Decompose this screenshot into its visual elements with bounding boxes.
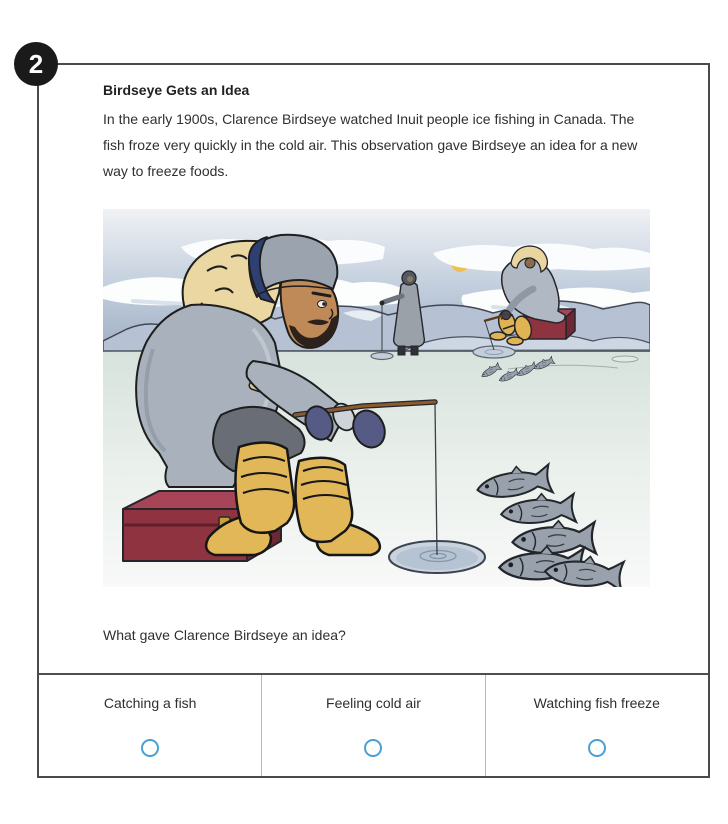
question-number: 2: [28, 48, 44, 79]
option-watching-fish-freeze[interactable]: [485, 675, 708, 776]
radio-button-catching-a-fish[interactable]: [141, 739, 159, 757]
option-label: Watching fish freeze: [533, 695, 660, 711]
option-feeling-cold-air[interactable]: [261, 675, 484, 776]
answer-options: [39, 673, 708, 776]
option-catching-a-fish[interactable]: [39, 675, 261, 776]
question-number-badge: [14, 42, 58, 86]
radio-button-feeling-cold-air[interactable]: [364, 739, 382, 757]
question-prompt: What gave Clarence Birdseye an idea?: [103, 627, 346, 643]
radio-button-watching-fish-freeze[interactable]: [588, 739, 606, 757]
option-label: Feeling cold air: [326, 695, 421, 711]
ice-fishing-illustration: [103, 209, 650, 587]
question-card: [37, 63, 710, 778]
passage-text: In the early 1900s, Clarence Birdseye watched Inuit people ice fishing in Canada. The fish froze very quickly in the cold air. This observation gave Birdseye an idea for a new way to freeze foods.: [103, 111, 638, 179]
passage-title: Birdseye Gets an Idea: [103, 82, 250, 98]
option-label: Catching a fish: [103, 695, 197, 711]
